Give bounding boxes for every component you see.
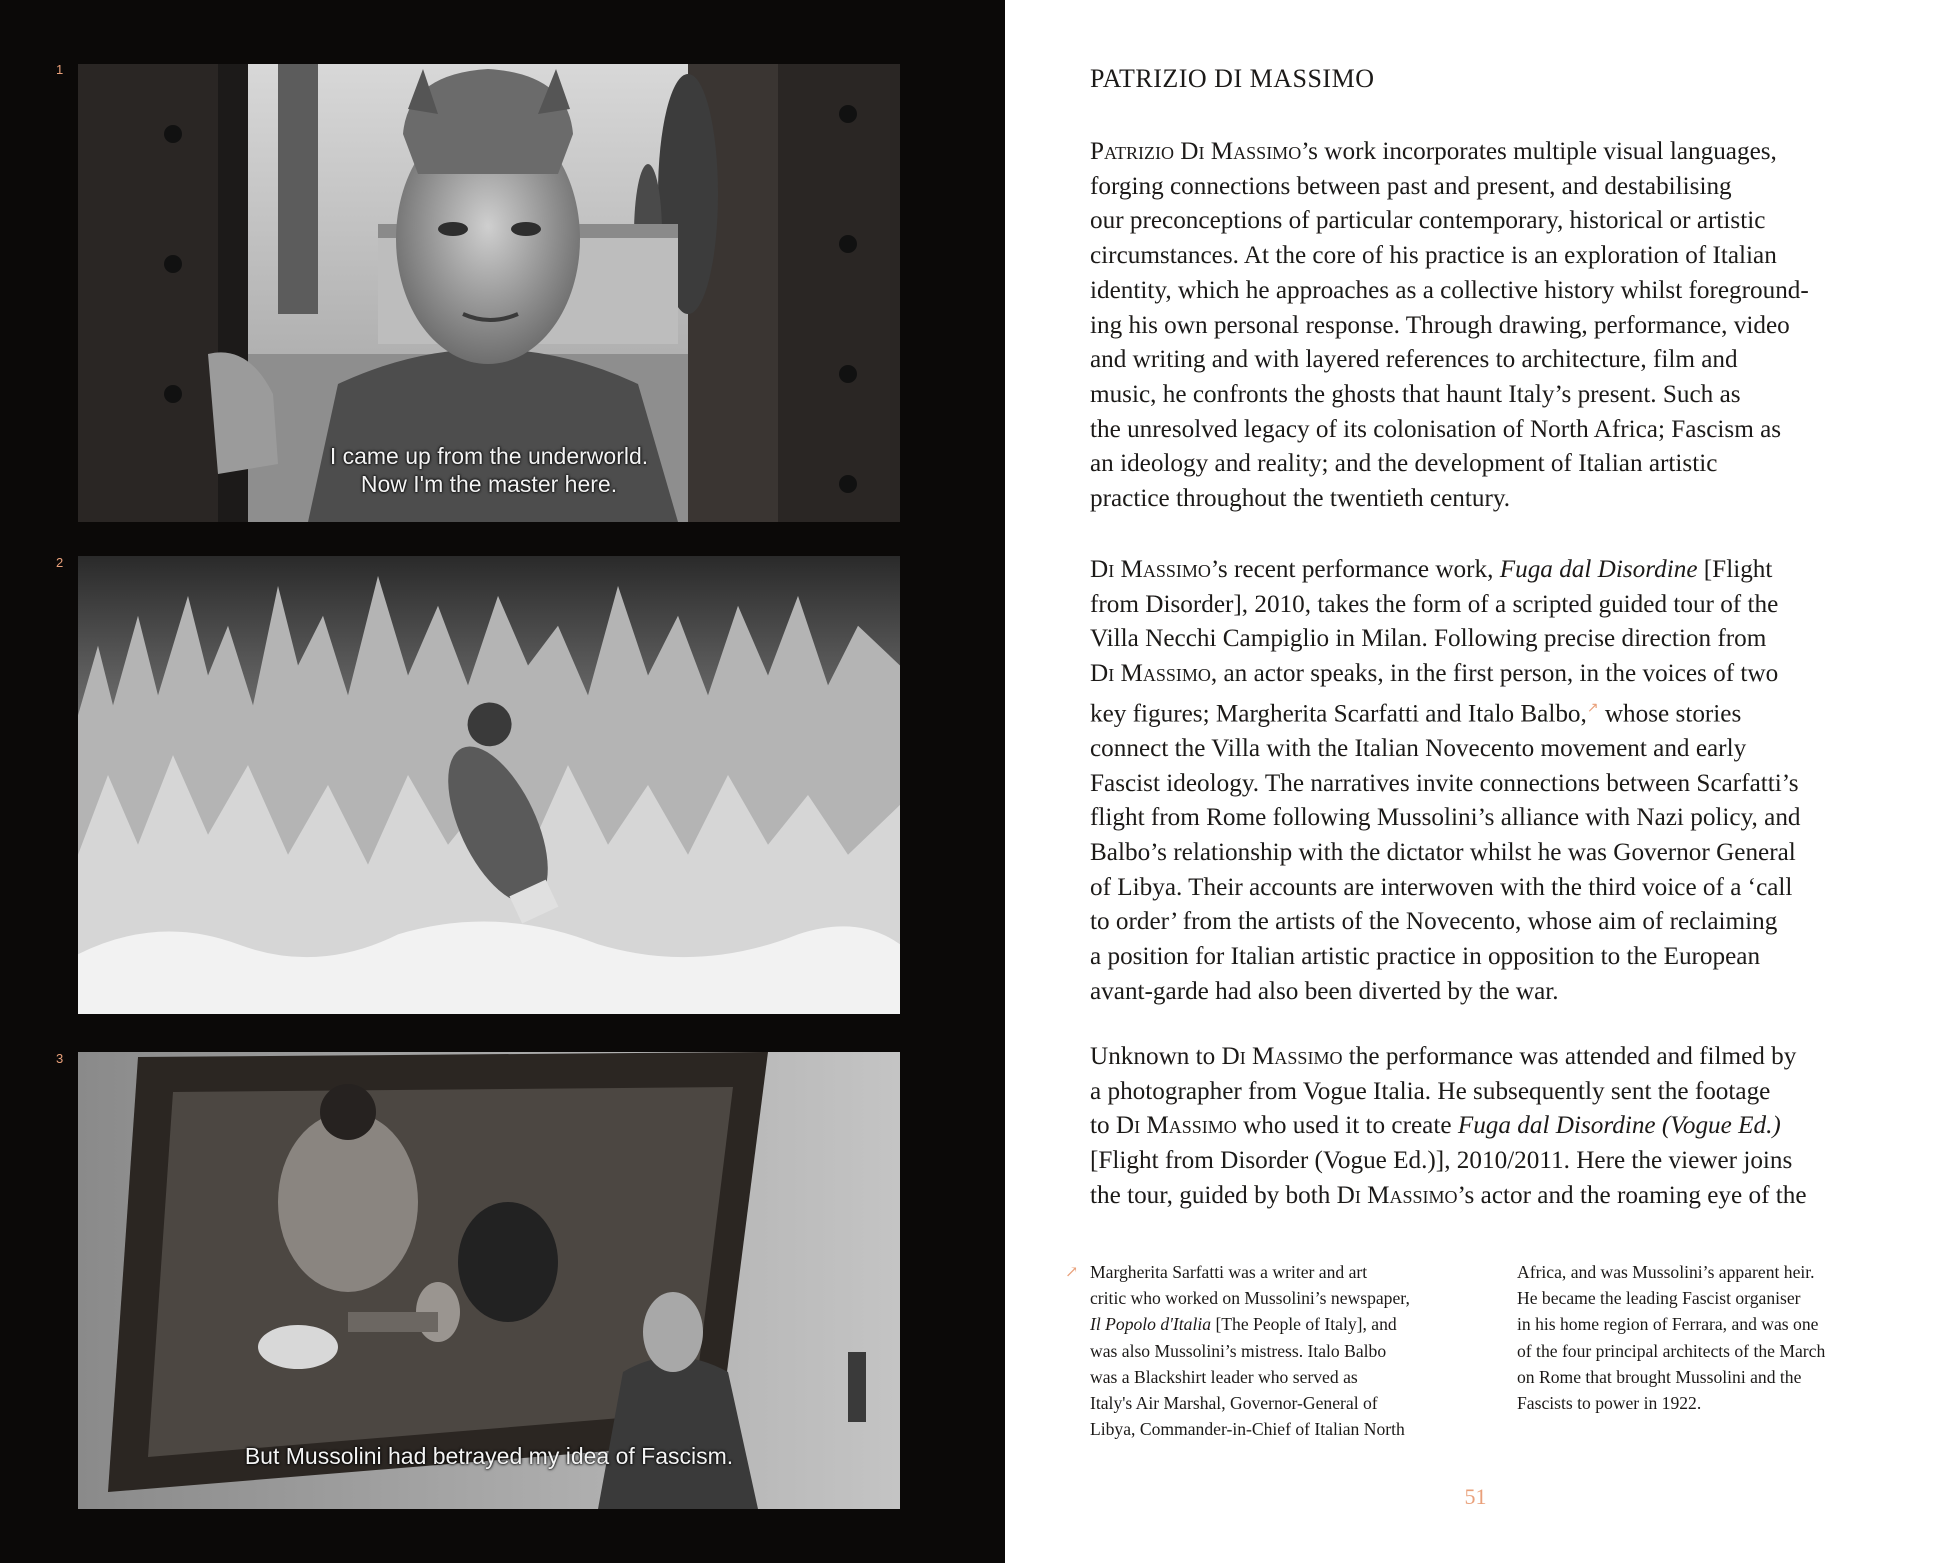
- text-line: Italy's Air Marshal, Governor-General of: [1090, 1393, 1378, 1414]
- figure-3-image: [78, 1052, 900, 1509]
- text-run: whose stories: [1598, 700, 1742, 728]
- text-line: was also Mussolini’s mistress. Italo Balbo: [1090, 1340, 1387, 1361]
- text-line: identity, which he approaches as a collective history whilst foreground-: [1090, 276, 1809, 304]
- text-line: flight from Rome following Mussolini’s alliance with Nazi policy, and: [1090, 804, 1801, 832]
- text-line: of the four principal architects of the March: [1517, 1340, 1826, 1361]
- text-line: practice throughout the twentieth century.: [1090, 485, 1511, 513]
- text-line: Balbo’s relationship with the dictator whilst he was Governor General: [1090, 839, 1796, 867]
- artist-name: Patrizio Di Massimo: [1090, 138, 1302, 165]
- text-run: to: [1090, 1112, 1116, 1140]
- text-line: [1090, 657, 1932, 692]
- text-line: a photographer from Vogue Italia. He subsequently sent the footage: [1090, 1077, 1771, 1105]
- text-run: [Flight: [1697, 556, 1773, 583]
- text-run: [The People of Italy], and: [1211, 1314, 1397, 1335]
- text-run: , an actor speaks, in the first person, in the voices of two: [1210, 660, 1779, 688]
- figure-1-subtitle: [78, 442, 900, 498]
- text-line: in his home region of Ferrara, and was one: [1517, 1314, 1819, 1335]
- figure-2-image: [78, 556, 900, 1014]
- paragraph-1: [1090, 135, 1932, 517]
- text-line: Fascists to power in 1922.: [1517, 1393, 1702, 1414]
- text-line: [Flight from Disorder (Vogue Ed.)], 2010/2011. Here the viewer joins: [1090, 1147, 1793, 1175]
- text-line: Fascist ideology. The narratives invite connections between Scarfatti’s: [1090, 769, 1799, 797]
- paragraph-3: [1090, 1040, 1932, 1214]
- text-line: of Libya. Their accounts are interwoven with the third voice of a ‘call: [1090, 873, 1793, 901]
- text-run: ’s work incorporates multiple visual languages,: [1301, 138, 1777, 165]
- artist-name: Di Massimo: [1221, 1043, 1343, 1070]
- text-line: [1090, 135, 1932, 170]
- text-line: [1090, 1109, 1932, 1144]
- text-line: He became the leading Fascist organiser: [1517, 1288, 1801, 1309]
- text-line: Africa, and was Mussolini’s apparent heir.: [1517, 1262, 1815, 1282]
- text-line: an ideology and reality; and the development of Italian artistic: [1090, 450, 1718, 478]
- text-line: Libya, Commander-in-Chief of Italian North: [1090, 1419, 1405, 1440]
- text-line: forging connections between past and present, and destabilising: [1090, 172, 1732, 200]
- text-line: was a Blackshirt leader who served as: [1090, 1366, 1358, 1387]
- text-page: [1005, 0, 1946, 1563]
- figure-3-still: [78, 1052, 900, 1509]
- figure-number-1: 1: [56, 62, 64, 77]
- footnote-column-1: [1090, 1259, 1410, 1442]
- text-run: ’s actor and the roaming eye of the: [1457, 1181, 1807, 1209]
- text-line: circumstances. At the core of his practice is an exploration of Italian: [1090, 242, 1777, 270]
- text-line: Villa Necchi Campiglio in Milan. Following precise direction from: [1090, 625, 1767, 653]
- figure-3-subtitle: [78, 1442, 900, 1470]
- text-run: key figures; Margherita Scarfatti and Italo Balbo,: [1090, 700, 1587, 728]
- text-line: the unresolved legacy of its colonisation of North Africa; Fascism as: [1090, 415, 1782, 443]
- text-line: to order’ from the artists of the Novecento, whose aim of reclaiming: [1090, 908, 1778, 936]
- figure-number-3: 3: [56, 1051, 64, 1066]
- text-line: [1090, 1179, 1932, 1214]
- text-run: ’s recent performance work,: [1210, 556, 1500, 583]
- newspaper-title: Il Popolo d'Italia: [1090, 1314, 1212, 1335]
- figure-number-2: 2: [56, 555, 64, 570]
- text-line: on Rome that brought Mussolini and the: [1517, 1366, 1802, 1387]
- artist-name: Di Massimo: [1336, 1181, 1458, 1209]
- text-line: critic who worked on Mussolini’s newspaper,: [1090, 1288, 1410, 1309]
- subtitle-line: Now I'm the master here.: [360, 471, 618, 497]
- artist-name: Di Massimo: [1090, 660, 1211, 688]
- artist-name: Di Massimo: [1115, 1112, 1237, 1140]
- text-line: a position for Italian artistic practice in opposition to the European: [1090, 943, 1761, 971]
- footnote-ref-icon[interactable]: ↗: [1586, 700, 1599, 716]
- text-line: [1090, 692, 1932, 732]
- text-line: connect the Villa with the Italian Novecento movement and early: [1090, 734, 1747, 762]
- text-line: music, he confronts the ghosts that haunt Italy’s present. Such as: [1090, 380, 1741, 408]
- paragraph-2: [1090, 553, 1932, 1010]
- page-number: 51: [1464, 1484, 1487, 1509]
- work-title: Fuga dal Disordine: [1499, 556, 1698, 583]
- text-line: [1090, 1311, 1410, 1337]
- footnote-column-2: [1517, 1259, 1825, 1416]
- text-line: from Disorder], 2010, takes the form of a scripted guided tour of the: [1090, 590, 1779, 618]
- text-run: Unknown to: [1090, 1043, 1222, 1070]
- artist-name: Di Massimo: [1090, 556, 1211, 583]
- text-line: ing his own personal response. Through drawing, performance, video: [1090, 311, 1790, 339]
- text-line: Margherita Sarfatti was a writer and art: [1090, 1262, 1368, 1282]
- work-title: Fuga dal Disordine (Vogue Ed.): [1457, 1112, 1781, 1140]
- article-title: PATRIZIO DI MASSIMO: [1090, 64, 1375, 93]
- footnote-marker-icon: ↗: [1065, 1262, 1079, 1281]
- figure-1-still: [78, 64, 900, 522]
- text-run: the performance was attended and filmed by: [1342, 1043, 1797, 1070]
- text-line: and writing and with layered references to architecture, film and: [1090, 346, 1738, 374]
- text-line: our preconceptions of particular contemporary, historical or artistic: [1090, 207, 1766, 235]
- text-line: [1090, 553, 1932, 588]
- text-line: [1090, 1040, 1932, 1075]
- text-line: avant-garde had also been diverted by the war.: [1090, 977, 1559, 1005]
- figure-2-still: [78, 556, 900, 1014]
- subtitle-line: But Mussolini had betrayed my idea of Fascism.: [244, 1443, 734, 1469]
- text-run: the tour, guided by both: [1090, 1181, 1337, 1209]
- text-run: who used it to create: [1236, 1112, 1458, 1140]
- subtitle-line: I came up from the underworld.: [329, 443, 649, 469]
